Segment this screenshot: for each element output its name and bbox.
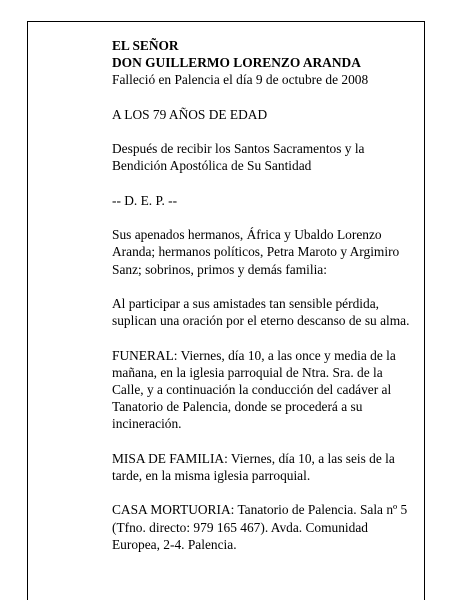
notice-title: EL SEÑOR xyxy=(112,38,179,53)
text-line: CASA MORTUORIA: Tanatorio de Palencia. Sala nº 5 xyxy=(112,502,408,518)
text-line: Después de recibir los Santos Sacramentos y la xyxy=(112,141,365,157)
text-line: Al participar a sus amistades tan sensible pérdida, xyxy=(112,295,379,311)
text-line: incineración. xyxy=(112,416,182,432)
misa-paragraph xyxy=(112,450,422,484)
obituary-notice xyxy=(112,37,422,570)
text-line: tarde, en la misma iglesia parroquial. xyxy=(112,467,311,483)
text-line: Bendición Apostólica de Su Santidad xyxy=(112,158,312,174)
text-line: mañana, en la iglesia parroquial de Ntra. Sra. de la xyxy=(112,364,383,380)
text-line: suplican una oración por el eterno descanso de su alma. xyxy=(112,313,410,329)
family-paragraph xyxy=(112,226,422,278)
text-line: MISA DE FAMILIA: Viernes, día 10, a las seis de la xyxy=(112,450,395,466)
text-line: FUNERAL: Viernes, día 10, a las once y media de la xyxy=(112,347,396,363)
text-line: (Tfno. directo: 979 165 467). Avda. Comunidad xyxy=(112,519,368,535)
mortuoria-paragraph xyxy=(112,501,422,553)
text-line: Europea, 2-4. Palencia. xyxy=(112,536,237,552)
text-line: Sanz; sobrinos, primos y demás familia: xyxy=(112,261,327,277)
text-line: Aranda; hermanos políticos, Petra Maroto y Argimiro xyxy=(112,244,400,260)
text-line: Calle, y a continuación la conducción del cadáver al xyxy=(112,381,392,397)
deceased-name: DON GUILLERMO LORENZO ARANDA xyxy=(112,55,361,71)
death-date-line: Falleció en Palencia el día 9 de octubre de 2008 xyxy=(112,72,369,88)
request-paragraph xyxy=(112,295,422,329)
funeral-paragraph xyxy=(112,347,422,433)
text-line: Sus apenados hermanos, África y Ubaldo Lorenzo xyxy=(112,227,382,243)
notice-header xyxy=(112,37,422,89)
age-paragraph xyxy=(112,106,422,123)
text-line: Tanatorio de Palencia, donde se procederá a su xyxy=(112,399,363,415)
age-line: A LOS 79 AÑOS DE EDAD xyxy=(112,106,268,122)
dep-paragraph xyxy=(112,192,422,209)
dep-line: -- D. E. P. -- xyxy=(112,192,178,208)
sacraments-paragraph xyxy=(112,140,422,174)
